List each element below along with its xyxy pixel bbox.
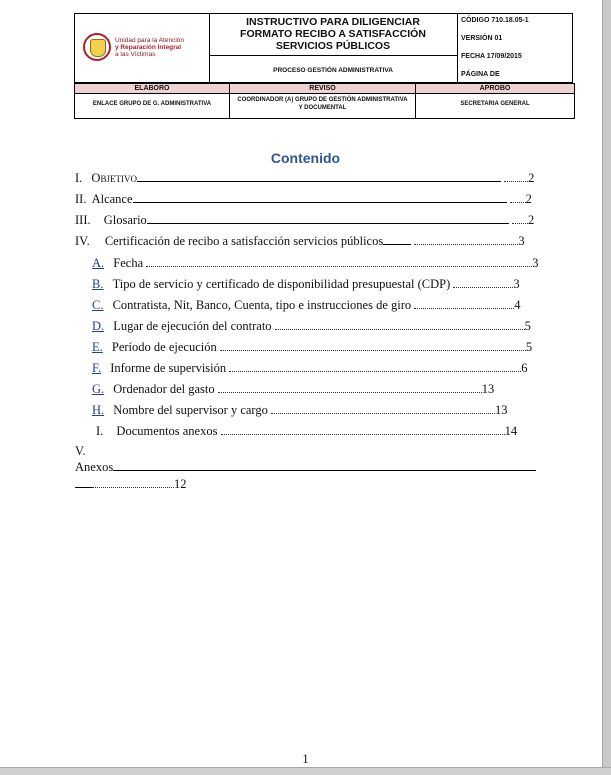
toc-label: Nombre del supervisor y cargo: [113, 403, 268, 417]
toc-label: Informe de supervisión: [110, 361, 227, 375]
toc-page: 5: [524, 319, 531, 333]
page-number: 1: [302, 752, 309, 766]
toc-letter[interactable]: G.: [92, 382, 105, 396]
toc-number: I.: [75, 171, 83, 185]
toc-label: Certificación de recibo a satisfacción servicios públicos: [104, 234, 384, 248]
logo-text-line-2: y Reparación Integral: [115, 44, 182, 51]
toc-page: 14: [504, 424, 518, 438]
toc-letter[interactable]: E.: [92, 340, 103, 354]
document-header-table: [74, 13, 573, 83]
coat-of-arms-logo: [83, 33, 111, 61]
toc-entry-fecha[interactable]: [92, 256, 539, 271]
toc-label: Fecha: [113, 256, 144, 270]
toc-label: Alcance: [91, 192, 133, 206]
toc-page: 2: [525, 192, 532, 206]
toc-entry-anexos-page: [75, 477, 187, 492]
toc-page: 2: [528, 171, 535, 185]
toc-letter[interactable]: B.: [92, 277, 104, 291]
toc-number: V.: [75, 444, 86, 458]
toc-letter[interactable]: D.: [92, 319, 105, 333]
toc-page: 3: [532, 256, 539, 270]
toc-entry-lugar[interactable]: [92, 319, 531, 334]
logo-text-line-1: Unidad para la Atención: [115, 37, 185, 44]
title-line-3: SERVICIOS PÚBLICOS: [275, 40, 391, 52]
toc-entry-documentos[interactable]: [96, 424, 517, 439]
document-code: CÓDIGO 710.18.05-1: [461, 17, 529, 24]
toc-page: 3: [518, 234, 525, 248]
toc-entry-ordenador[interactable]: [92, 382, 494, 397]
vertical-scrollbar[interactable]: [602, 0, 611, 775]
toc-number: II.: [75, 192, 87, 206]
toc-label: Tipo de servicio y certificado de disponibilidad presupuestal (CDP): [112, 277, 451, 291]
document-version: VERSIÓN 01: [461, 35, 503, 42]
toc-entry-alcance[interactable]: [75, 192, 532, 207]
contents-heading: Contenido: [270, 150, 341, 166]
toc-label: Ordenador del gasto: [113, 382, 215, 396]
toc-page: 5: [525, 340, 533, 354]
document-date: FECHA 17/09/2015: [461, 53, 522, 60]
toc-letter[interactable]: F.: [92, 361, 102, 375]
toc-entry-supervisor[interactable]: [92, 403, 508, 418]
toc-label: Contratista, Nit, Banco, Cuenta, tipo e instrucciones de giro: [112, 298, 412, 312]
toc-page: 13: [481, 382, 495, 396]
toc-label: Anexos: [75, 460, 114, 474]
toc-letter[interactable]: H.: [92, 403, 105, 417]
horizontal-scrollbar[interactable]: [0, 767, 611, 775]
toc-number: III.: [75, 213, 91, 227]
toc-label: Objetivo: [91, 171, 137, 185]
logo-cell: [75, 14, 210, 82]
toc-entry-anexos[interactable]: [75, 460, 536, 475]
aprobo-value: SECRETARIA GENERAL: [460, 101, 530, 107]
toc-entry-periodo[interactable]: [92, 340, 532, 355]
toc-entry-objetivo[interactable]: [75, 171, 534, 186]
signatures-table: [74, 83, 575, 119]
toc-label: Período de ejecución: [111, 340, 217, 354]
toc-page: 3: [513, 277, 520, 291]
process-name: PROCESO GESTIÓN ADMINISTRATIVA: [273, 67, 393, 74]
logo-text-line-3: a las Víctimas: [115, 51, 156, 58]
title-line-1: INSTRUCTIVO PARA DILIGENCIAR: [246, 16, 420, 28]
title-line-2: FORMATO RECIBO A SATISFACCIÓN: [240, 28, 426, 40]
toc-page: 13: [495, 403, 508, 417]
toc-label: Documentos anexos: [116, 424, 218, 438]
aprobo-header: APROBO: [479, 85, 511, 92]
toc-label: Lugar de ejecución del contrato: [113, 319, 272, 333]
toc-letter[interactable]: A.: [92, 256, 105, 270]
toc-entry-contratista[interactable]: [92, 298, 521, 313]
document-page-label: PÁGINA DE: [461, 71, 500, 78]
elaboro-header: ELABORÓ: [134, 85, 170, 92]
toc-number: I.: [96, 424, 104, 438]
toc-page: 6: [521, 361, 528, 375]
toc-entry-v-number: [75, 444, 86, 459]
toc-page: 12: [174, 477, 187, 491]
title-divider: [209, 55, 457, 56]
toc-entry-glosario[interactable]: [75, 213, 534, 228]
reviso-value: COORDINADOR (A) GRUPO DE GESTIÓN ADMINISTRATIVA Y DOCUMENTAL: [237, 97, 408, 111]
document-title: [209, 16, 457, 52]
toc-entry-informe[interactable]: [92, 361, 528, 376]
toc-entry-certificacion[interactable]: [75, 234, 525, 249]
toc-entry-tipo-servicio[interactable]: [92, 277, 520, 292]
toc-number: IV.: [75, 234, 90, 248]
elaboro-value: ENLACE GRUPO DE G. ADMINISTRATIVA: [92, 101, 212, 107]
toc-letter[interactable]: C.: [92, 298, 104, 312]
title-cell: [209, 14, 458, 82]
toc-page: 2: [527, 213, 535, 227]
reviso-header: REVISÓ: [309, 85, 336, 92]
toc-label: Glosario: [103, 213, 147, 227]
toc-page: 4: [514, 298, 521, 312]
